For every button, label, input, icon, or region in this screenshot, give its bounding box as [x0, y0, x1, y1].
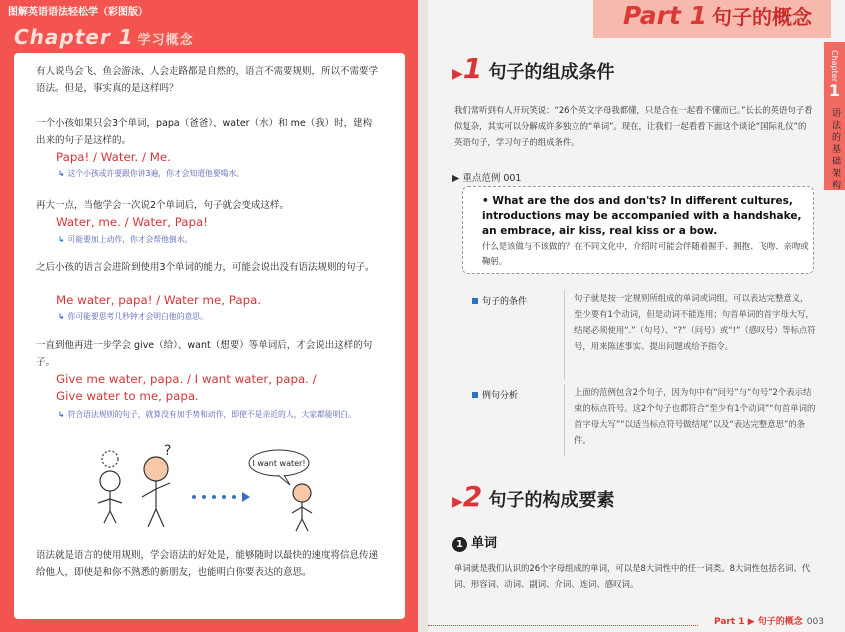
child-speaking-icon — [292, 484, 312, 531]
term-example-analysis — [472, 388, 518, 401]
arrow-icon: ↳ — [58, 169, 65, 178]
square-bullet-icon — [472, 298, 478, 304]
arrow-icon: ↳ — [58, 312, 65, 321]
divider-1 — [564, 290, 565, 380]
illustration — [84, 441, 334, 536]
note-1-text: 这个小孩或许要跟你讲3遍，你才会知道他要喝水。 — [67, 169, 245, 178]
section-1-number: 1 — [462, 52, 483, 85]
section-2-heading — [452, 480, 615, 513]
paragraph-5: 一直到他再进一步学会 give（给）、want（想要）等单词后，才会说出这样的句子。 — [36, 340, 373, 368]
arrow-icon: ↳ — [58, 235, 65, 244]
example-english-text: What are the dos and don'ts? In different cultures, introductions may be accompanied with a handshake, an embrace, air kiss, real kiss or a bow. — [482, 195, 802, 237]
side-vertical-title: 语法的基础架构 — [832, 109, 842, 191]
right-page — [428, 0, 845, 632]
square-bullet-icon — [472, 392, 478, 398]
section-1-title: 句子的组成条件 — [488, 62, 615, 83]
note-3 — [58, 310, 376, 323]
left-content-panel — [14, 53, 405, 619]
book-title: 图解英语语法轻松学（彩图版） — [8, 7, 148, 18]
note-4 — [58, 408, 376, 421]
section-1-heading — [452, 52, 615, 85]
note-2 — [58, 233, 376, 246]
paragraph-1: 有人说鸟会飞、鱼会游泳、人会走路都是自然的，语言不需要规则，所以不需要学语法。但是，事实真的是这样吗？ — [36, 66, 379, 94]
chapter-heading — [14, 25, 194, 49]
note-4-text: 符合语法规则的句子，就算没有加手势和动作，即使不是亲近的人，大家都能明白。 — [67, 410, 357, 419]
part-title-text: Part 1 — [623, 1, 707, 30]
left-page — [0, 0, 418, 632]
svg-text:?: ? — [164, 443, 172, 459]
dotted-arrow — [192, 492, 250, 502]
divider-2 — [564, 384, 565, 456]
example-sentence-4b: Give water to me, papa. — [56, 389, 199, 403]
example-english: • What are the dos and don'ts? In different cultures, introductions may be accompanied with a handshake, an embrace, air kiss, real kiss or a bow. — [482, 195, 802, 237]
term-1-label: 句子的条件 — [482, 297, 528, 307]
section-2-number: 2 — [462, 480, 483, 513]
chapter-label: Chapter 1 — [14, 25, 134, 49]
subsection-1-title: 单词 — [471, 536, 498, 551]
section-2-title: 句子的构成要素 — [488, 490, 615, 511]
paragraph-6: 语法就是语言的使用规则，学会语法的好处是，能够随时以最快的速度将信息传递给他人，即使是和你不熟悉的新朋友，也能明白你要表达的意思。 — [36, 550, 379, 578]
part-title — [623, 1, 812, 30]
side-tab-chapter: Chapter — [830, 50, 839, 82]
example-label: ▶ 重点范例 001 — [452, 173, 522, 184]
triangle-icon: ▶ — [452, 66, 463, 82]
footer-line — [428, 625, 698, 626]
example-sentence-1: Papa! / Water. / Me. — [56, 150, 171, 164]
subsection-1-heading — [452, 532, 497, 552]
intro-paragraph: 我们常听到有人开玩笑说：“26个英文字母我都懂，只是合在一起看不懂而已。”长长的英语句子看似复杂，其实可以分解成许多独立的“单词”。现在，让我们一起看看下面这个谈论“国际礼仪”的英语句子，学习句子的组成条件。 — [454, 105, 813, 147]
chapter-subtitle: 学习概念 — [137, 33, 194, 48]
example-sentence-4a: Give me water, papa. / I want water, papa. / — [56, 372, 317, 386]
footer-part: Part 1 ▶ 句子的概念 — [714, 617, 803, 627]
example-sentence-2: Water, me. / Water, Papa! — [56, 215, 208, 229]
footer — [714, 614, 824, 627]
paragraph-3: 再大一点，当他学会一次说2个单词后，句子就会变成这样。 — [36, 200, 290, 211]
paragraph-2: 一个小孩如果只会3个单词，papa（爸爸）、water（水）和 me（我）时，建构出来的句子是这样的。 — [36, 118, 373, 146]
note-1 — [58, 167, 376, 180]
note-2-text: 可能要加上动作，你才会帮他倒水。 — [67, 235, 193, 244]
subsection-1-body: 单词就是我们认识的26个字母组成的单词，可以是8大词性中的任一词类。8大词性包括名词、代词、形容词、动词、副词、介词、连词、感叹词。 — [454, 563, 811, 589]
example-chinese: 什么是该做与不该做的？在不同文化中，介绍时可能会伴随着握手、拥抱、飞吻、亲吻或鞠躬。 — [482, 241, 809, 266]
term-sentence-conditions — [472, 294, 527, 307]
child-icon — [98, 451, 122, 523]
circled-number-icon: 1 — [452, 537, 467, 552]
note-3-text: 你可能要思考几秒钟才会明白他的意思。 — [67, 312, 208, 321]
speech-bubble-text: I want water! — [252, 459, 306, 468]
arrow-icon: ↳ — [58, 410, 65, 419]
page-number: 003 — [806, 617, 824, 627]
term-2-label: 例句分析 — [482, 391, 519, 401]
term-1-body: 句子就是按一定规则所组成的单词或词组，可以表达完整意义，至少要有1个动词，但是动词不能连用；句首单词的首字母大写，结尾必须使用“.”（句号）、“?”（问号）或“!”（感叹号）等标点符号，用来陈述事实、提出问题或给予指令。 — [574, 293, 816, 351]
side-tab-number: 1 — [828, 81, 841, 100]
paragraph-4: 之后小孩的语言会进阶到使用3个单词的能力，可能会说出没有语法规则的句子。 — [36, 262, 375, 273]
example-label-text: 重点范例 001 — [462, 173, 522, 184]
part-title-cn: 句子的概念 — [711, 5, 812, 29]
adult-confused-icon — [142, 443, 171, 527]
term-2-body: 上面的范例包含2个句子，因为句中有“问号”与“句号”2个表示结束的标点符号。这2个句子也都符合“至少有1个动词”“句首单词的首字母大写”“以适当标点符号做结尾”以及“表达完整意思”的条件。 — [574, 387, 816, 445]
speech-bubble — [249, 450, 309, 485]
example-sentence-3: Me water, papa! / Water me, Papa. — [56, 293, 262, 307]
triangle-icon: ▶ — [452, 494, 463, 510]
